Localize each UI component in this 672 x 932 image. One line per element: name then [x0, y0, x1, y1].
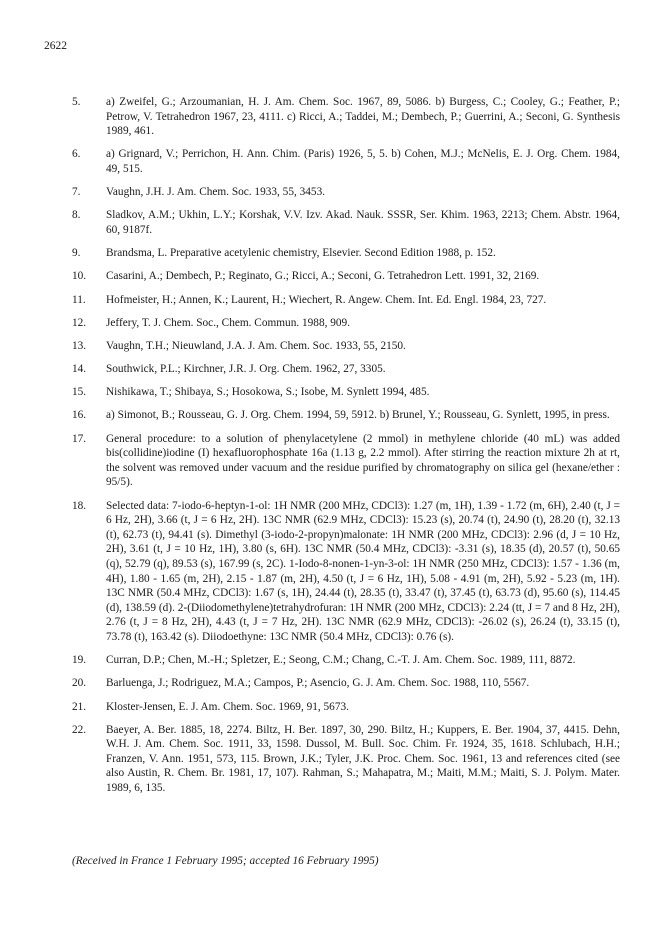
reference-text: Vaughn, T.H.; Nieuwland, J.A. J. Am. Chem. Soc. 1933, 55, 2150. [106, 339, 406, 352]
reference-text: Sladkov, A.M.; Ukhin, L.Y.; Korshak, V.V. Izv. Akad. Nauk. SSSR, Ser. Khim. 1963, 2213; Chem. Abstr. 1964, 60, 9187f. [106, 209, 620, 236]
reference-text: Kloster-Jensen, E. J. Am. Chem. Soc. 1969, 91, 5673. [106, 700, 349, 713]
reference-item [72, 339, 620, 354]
reference-text: a) Simonot, B.; Rousseau, G. J. Org. Chem. 1994, 59, 5912. b) Brunel, Y.; Rousseau, G. Synlett, 1995, in press. [106, 409, 610, 422]
page-number: 2622 [44, 40, 67, 52]
reference-number: 11. [72, 293, 86, 306]
reference-item [72, 362, 620, 377]
reference-item [72, 676, 620, 691]
reference-text: Baeyer, A. Ber. 1885, 18, 2274. Biltz, H. Ber. 1897, 30, 290. Biltz, H.; Kuppers, E. Ber. 1904, 37, 4415. Dehn, W.H. J. Am. Chem. Soc. 1911, 33, 1598. Dussol, M. Bull. Soc. Chim. Fr. 1924, 35, 1618. Schlubach, H.H.; Franzen, V. Ann. 1951, 573, 115. Brown, J.K.; Tyler, J.K. Proc. Chem. Soc. 1961, 13 and references cited (see also Austin, R. Chem. Br. 1981, 17, 107). Rahman, S.; Mahapatra, M.; Maiti, M.M.; Maiti, S. J. Polym. Mater. 1989, 6, 135. [106, 723, 620, 795]
reference-number: 22. [72, 723, 87, 736]
reference-item [72, 653, 620, 668]
reference-text: Casarini, A.; Dembech, P.; Reginato, G.; Ricci, A.; Seconi, G. Tetrahedron Lett. 1991, 32, 2169. [106, 270, 540, 283]
reference-number: 19. [72, 654, 87, 667]
reference-number: 6. [72, 148, 81, 161]
received-note: (Received in France 1 February 1995; accepted 16 February 1995) [72, 855, 379, 867]
reference-item [72, 499, 620, 645]
reference-text: General procedure: to a solution of phenylacetylene (2 mmol) in methylene chloride (40 mL) was added bis(collidine)iodine (I) hexafluorophosphate 16a (1.13 g, 2.2 mmol). After stirring the reaction mixture 2h at rt, the solvent was removed under vacuum and the residue purified by chromatography on silica gel (hexane/ether : 95/5). [106, 432, 620, 489]
reference-item [72, 723, 620, 796]
reference-text: Hofmeister, H.; Annen, K.; Laurent, H.; Wiechert, R. Angew. Chem. Int. Ed. Engl. 1984, 23, 727. [106, 293, 547, 306]
reference-number: 18. [72, 499, 87, 512]
reference-text: Vaughn, J.H. J. Am. Chem. Soc. 1933, 55, 3453. [106, 186, 326, 199]
reference-number: 9. [72, 247, 81, 260]
reference-number: 13. [72, 339, 87, 352]
reference-item [72, 408, 620, 423]
reference-item [72, 385, 620, 400]
reference-text: Curran, D.P.; Chen, M.-H.; Spletzer, E.; Seong, C.M.; Chang, C.-T. J. Am. Chem. Soc. 1989, 111, 8872. [106, 654, 576, 667]
reference-item [72, 269, 620, 284]
reference-number: 7. [72, 186, 81, 199]
reference-number: 20. [72, 677, 87, 690]
reference-item [72, 316, 620, 331]
reference-number: 10. [72, 270, 87, 283]
reference-item [72, 95, 620, 139]
reference-number: 12. [72, 316, 87, 329]
reference-item [72, 293, 620, 308]
reference-number: 17. [72, 432, 87, 445]
reference-text: Selected data: 7-iodo-6-heptyn-1-ol: 1H NMR (200 MHz, CDCl3): 1.27 (m, 1H), 1.39 - 1.72 (m, 6H), 2.40 (t, J = 6 Hz, 2H), 3.66 (t, J = 6 Hz, 2H). 13C NMR (62.9 MHz, CDCl3): 15.23 (s), 20.74 (t), 24.90 (t), 28.20 (t), 32.13 (t), 62.73 (t), 94.41 (s). Dimethyl (3-iodo-2-propyn)malonate: 1H NMR (200 MHz, CDCl3): 2.96 (d, J = 10 Hz, 2H), 3.61 (t, J = 10 Hz, 1H), 3.80 (s, 6H). 13C NMR (50.4 MHz, CDCl3): -3.31 (s), 18.35 (d), 20.57 (t), 50.65 (q), 52.79 (q), 89.53 (s), 167.99 (s, 2C). 1-Iodo-8-nonen-1-yn-3-ol: 1H NMR (250 MHz, CDCl3): 1.57 - 1.36 (m, 4H), 1.80 - 1.65 (m, 2H), 2.15 - 1.87 (m, 2H), 4.50 (t, J = 6 Hz, 1H), 5.08 - 4.91 (m, 2H), 5.92 - 5.23 (m, 1H). 13C NMR (50.4 MHz, CDCl3): 1.67 (s, 1H), 24.44 (t), 28.35 (t), 33.47 (t), 37.45 (t), 63.73 (d), 95.60 (s), 114.45 (d), 138.59 (d). 2-(Diiodomethylene)tetrahydrofuran: 1H NMR (200 MHz, CDCl3): 2.24 (tt, J = 7 and 8 Hz, 2H), 2.76 (t, J = 8 Hz, 2H), 4.43 (t, J = 7 Hz, 2H). 13C NMR (62.9 MHz, CDCl3): -26.02 (s), 26.24 (t), 33.15 (t), 73.78 (t), 163.42 (s). Diiodoethyne: 13C NMR (50.4 MHz, CDCl3): 0.76 (s). [106, 499, 620, 643]
reference-number: 14. [72, 363, 87, 376]
reference-list [72, 95, 620, 839]
reference-number: 5. [72, 96, 81, 108]
reference-number: 15. [72, 386, 87, 399]
reference-item [72, 185, 620, 200]
reference-item [72, 700, 620, 715]
reference-text: Barluenga, J.; Rodriguez, M.A.; Campos, P.; Asencio, G. J. Am. Chem. Soc. 1988, 110, 5567. [106, 677, 530, 690]
reference-number: 21. [72, 700, 87, 713]
reference-text: a) Zweifel, G.; Arzoumanian, H. J. Am. Chem. Soc. 1967, 89, 5086. b) Burgess, C.; Cooley, G.; Feather, P.; Petrow, V. Tetrahedron 1967, 23, 4111. c) Ricci, A.; Taddei, M.; Dembech, P.; Guerrini, A.; Seconi, G. Synthesis 1989, 461. [106, 96, 620, 138]
reference-text: Nishikawa, T.; Shibaya, S.; Hosokowa, S.; Isobe, M. Synlett 1994, 485. [106, 386, 430, 399]
reference-item [72, 147, 620, 176]
reference-item [72, 208, 620, 237]
reference-number: 16. [72, 409, 87, 422]
reference-text: a) Grignard, V.; Perrichon, H. Ann. Chim. (Paris) 1926, 5, 5. b) Cohen, M.J.; McNelis, E. J. Org. Chem. 1984, 49, 515. [106, 148, 620, 175]
reference-text: Jeffery, T. J. Chem. Soc., Chem. Commun. 1988, 909. [106, 316, 351, 329]
reference-text: Brandsma, L. Preparative acetylenic chemistry, Elsevier. Second Edition 1988, p. 152. [106, 247, 496, 260]
reference-text: Southwick, P.L.; Kirchner, J.R. J. Org. Chem. 1962, 27, 3305. [106, 363, 386, 376]
reference-item [72, 432, 620, 490]
reference-item [72, 246, 620, 261]
reference-number: 8. [72, 209, 81, 222]
